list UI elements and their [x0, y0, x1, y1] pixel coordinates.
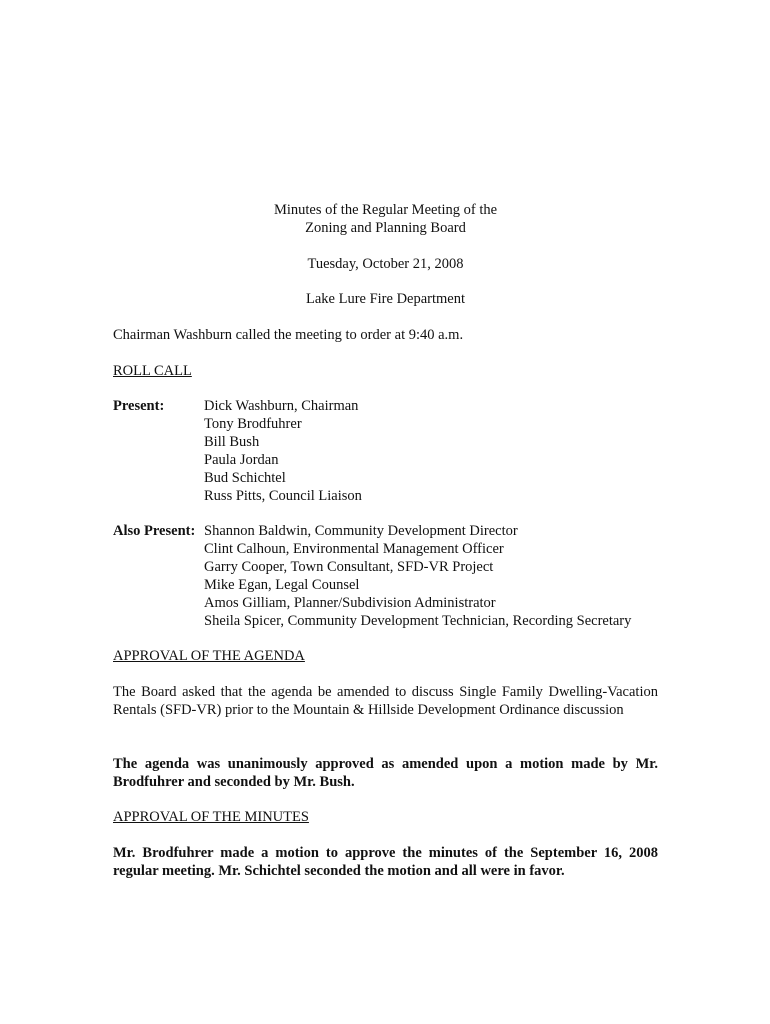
title-line-2: Zoning and Planning Board	[305, 220, 466, 236]
also-present-member: Shannon Baldwin, Community Development Director	[204, 523, 518, 539]
present-member: Tony Brodfuhrer	[204, 416, 302, 432]
present-list	[204, 397, 362, 505]
present-member: Bud Schichtel	[204, 470, 286, 486]
minutes-heading: APPROVAL OF THE MINUTES	[113, 809, 309, 825]
also-present-label: Also Present:	[113, 523, 196, 539]
present-label: Present:	[113, 398, 165, 414]
present-member: Paula Jordan	[204, 452, 279, 468]
also-present-member: Mike Egan, Legal Counsel	[204, 577, 360, 593]
also-present-member: Sheila Spicer, Community Development Technician, Recording Secretary	[204, 613, 632, 629]
present-member: Russ Pitts, Council Liaison	[204, 488, 362, 504]
present-member: Bill Bush	[204, 434, 260, 450]
roll-call-heading: ROLL CALL	[113, 363, 192, 379]
opening-statement: Chairman Washburn called the meeting to order at 9:40 a.m.	[113, 327, 464, 343]
also-present-member: Garry Cooper, Town Consultant, SFD-VR Project	[204, 559, 494, 575]
agenda-paragraph: The Board asked that the agenda be amended to discuss Single Family Dwelling-Vacation Rentals (SFD-VR) prior to the Mountain & Hillside Development Ordinance discussion	[113, 684, 658, 718]
agenda-heading: APPROVAL OF THE AGENDA	[113, 648, 305, 664]
meeting-location: Lake Lure Fire Department	[305, 291, 466, 307]
also-present-member: Clint Calhoun, Environmental Management Officer	[204, 541, 504, 557]
minutes-motion: Mr. Brodfuhrer made a motion to approve the minutes of the September 16, 2008 regular meeting. Mr. Schichtel seconded the motion and all were in favor.	[113, 845, 658, 879]
also-present-member: Amos Gilliam, Planner/Subdivision Administrator	[204, 595, 496, 611]
present-member: Dick Washburn, Chairman	[204, 398, 359, 414]
agenda-motion: The agenda was unanimously approved as amended upon a motion made by Mr. Brodfuhrer and seconded by Mr. Bush.	[113, 756, 658, 790]
meeting-date: Tuesday, October 21, 2008	[307, 256, 464, 272]
title-line-1: Minutes of the Regular Meeting of the	[273, 202, 498, 218]
also-present-list	[204, 522, 631, 630]
